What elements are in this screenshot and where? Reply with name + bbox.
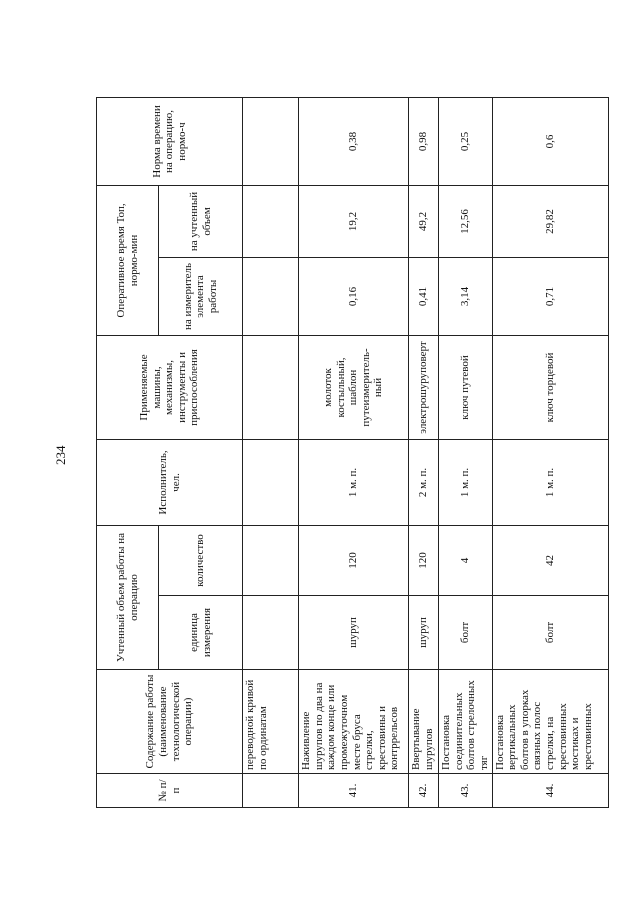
cell-content: Ввертывание шурупов: [409, 670, 439, 774]
cell-per-element: [243, 257, 299, 335]
header-machines: Применяемые машины, механизмы, инструменты и приспособления: [97, 335, 243, 439]
cell-content: Наживление шурупов по два на каждом конце или промежуточном месте бруса стрелки, крестовины и контррельсов: [299, 670, 409, 774]
cell-content: Постановка соединительных болтов стрелочных тяг: [439, 670, 493, 774]
cell-unit: шуруп: [409, 596, 439, 670]
table-row: [439, 97, 493, 807]
cell-per-element: 3,14: [439, 257, 493, 335]
cell-executor: [243, 439, 299, 525]
cell-per-volume: 19,2: [299, 185, 409, 257]
table-row: [492, 97, 608, 807]
header-num: № п/п: [97, 774, 243, 808]
work-operations-table: [96, 97, 609, 808]
cell-executor: 2 м. п.: [409, 439, 439, 525]
cell-quantity: [243, 525, 299, 595]
cell-machines: ключ торцевой: [492, 335, 608, 439]
header-executor: Исполнитель, чел.: [97, 439, 243, 525]
header-op-time: Оперативное время Топ, нормо-мин: [97, 185, 159, 335]
cell-norm: 0,25: [439, 97, 493, 185]
cell-unit: болт: [439, 596, 493, 670]
table-row: [299, 97, 409, 807]
cell-quantity: 42: [492, 525, 608, 595]
cell-norm: [243, 97, 299, 185]
cell-per-volume: 29,82: [492, 185, 608, 257]
cell-unit: [243, 596, 299, 670]
cell-executor: 1 м. п.: [492, 439, 608, 525]
header-norm: Норма времени на операцию, нормо-ч: [97, 97, 243, 185]
cell-num: 41.: [299, 774, 409, 808]
header-volume: Учтенный объем работы на операцию: [97, 525, 159, 669]
table-row-continuation: [243, 97, 299, 807]
cell-per-element: 0,71: [492, 257, 608, 335]
rotated-table-container: [96, 98, 595, 808]
header-quantity: количество: [159, 525, 243, 595]
cell-num: 44.: [492, 774, 608, 808]
cell-content: переводной кривой по ординатам: [243, 670, 299, 774]
header-per-volume: на учтенный объем: [159, 185, 243, 257]
cell-executor: 1 м. п.: [299, 439, 409, 525]
header-unit: единица измерения: [159, 596, 243, 670]
cell-per-volume: 12,56: [439, 185, 493, 257]
cell-unit: шуруп: [299, 596, 409, 670]
cell-machines: молоток костыльный, шаблон путеизмеритель-ный: [299, 335, 409, 439]
cell-num: 43.: [439, 774, 493, 808]
cell-content: Постановка вертикальных болтов в упорках связных полос стрелки, на крестовинных мостиках и крестовинных: [492, 670, 608, 774]
cell-num: 42.: [409, 774, 439, 808]
cell-per-volume: [243, 185, 299, 257]
cell-per-element: 0,16: [299, 257, 409, 335]
cell-per-element: 0,41: [409, 257, 439, 335]
header-per-element: на измеритель элемента работы: [159, 257, 243, 335]
table-row: [409, 97, 439, 807]
cell-num: [243, 774, 299, 808]
header-row-1: [97, 97, 159, 807]
cell-quantity: 120: [299, 525, 409, 595]
cell-quantity: 4: [439, 525, 493, 595]
cell-quantity: 120: [409, 525, 439, 595]
cell-per-volume: 49,2: [409, 185, 439, 257]
cell-norm: 0,38: [299, 97, 409, 185]
cell-machines: электрошуруповерт: [409, 335, 439, 439]
cell-norm: 0,6: [492, 97, 608, 185]
cell-executor: 1 м. п.: [439, 439, 493, 525]
page-number: 234: [53, 445, 68, 465]
header-content: Содержание работы (наименование технологической операции): [97, 670, 243, 774]
cell-unit: болт: [492, 596, 608, 670]
cell-machines: ключ путевой: [439, 335, 493, 439]
cell-machines: [243, 335, 299, 439]
cell-norm: 0,98: [409, 97, 439, 185]
